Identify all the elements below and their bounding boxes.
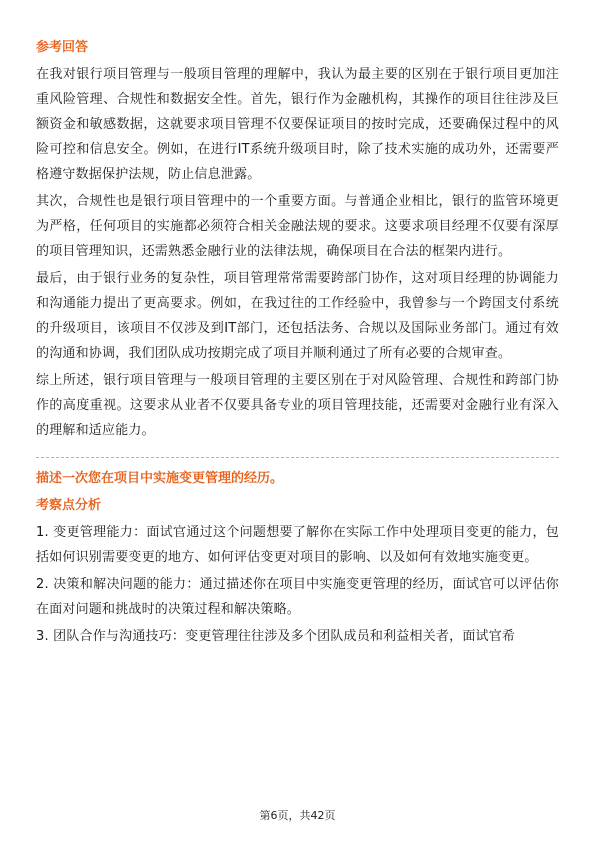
answer-paragraph: 其次，合规性也是银行项目管理中的一个重要方面。与普通企业相比，银行的监管环境更为严格，任何项目的实施都必须符合相关金融法规的要求。这要求项目经理不仅要有深厚的项目管理知识，还需熟悉金融行业的法律法规，确保项目在合法的框架内进行。 [36, 194, 559, 259]
question-title: 描述一次您在项目中实施变更管理的经历。 [36, 471, 284, 486]
answer-paragraph: 最后，由于银行业务的复杂性，项目管理常常需要跨部门协作，这对项目经理的协调能力和沟通能力提出了更高要求。例如，在我过往的工作经验中，我曾参与一个跨国支付系统的升级项目，该项目不仅涉及到IT部门，还包括法务、合规以及国际业务部门。通过有效的沟通和协调，我们团队成功按期完成了项目并顺利通过了所有必要的合规审查。 [36, 271, 559, 361]
answer-paragraph: 在我对银行项目管理与一般项目管理的理解中，我认为最主要的区别在于银行项目更加注重风险管理、合规性和数据安全性。首先，银行作为金融机构，其操作的项目往往涉及巨额资金和敏感数据，这就要求项目管理不仅要保证项目的按时完成，还要确保过程中的风险可控和信息安全。例如，在进行IT系统升级项目时，除了技术实施的成功外，还需要严格遵守数据保护法规，防止信息泄露。 [36, 67, 559, 182]
analysis-item: 3. 团队合作与沟通技巧：变更管理往往涉及多个团队成员和利益相关者，面试官希 [36, 629, 516, 644]
page-content [36, 38, 559, 651]
answer-paragraph: 综上所述，银行项目管理与一般项目管理的主要区别在于对风险管理、合规性和跨部门协作的高度重视。这要求从业者不仅要具备专业的项目管理技能，还需要对金融行业有深入的理解和适应能力。 [36, 373, 559, 438]
analysis-heading: 考察点分析 [36, 498, 102, 513]
section-divider [36, 457, 559, 458]
analysis-item: 2. 决策和解决问题的能力：通过描述你在项目中实施变更管理的经历，面试官可以评估你在面对问题和挑战时的决策过程和解决策略。 [36, 577, 559, 617]
page-number: 第6页，共42页 [259, 809, 336, 822]
answer-heading: 参考回答 [36, 40, 89, 55]
analysis-item: 1. 变更管理能力：面试官通过这个问题想要了解你在实际工作中处理项目变更的能力，包括如何识别需要变更的地方、如何评估变更对项目的影响、以及如何有效地实施变更。 [36, 525, 559, 565]
